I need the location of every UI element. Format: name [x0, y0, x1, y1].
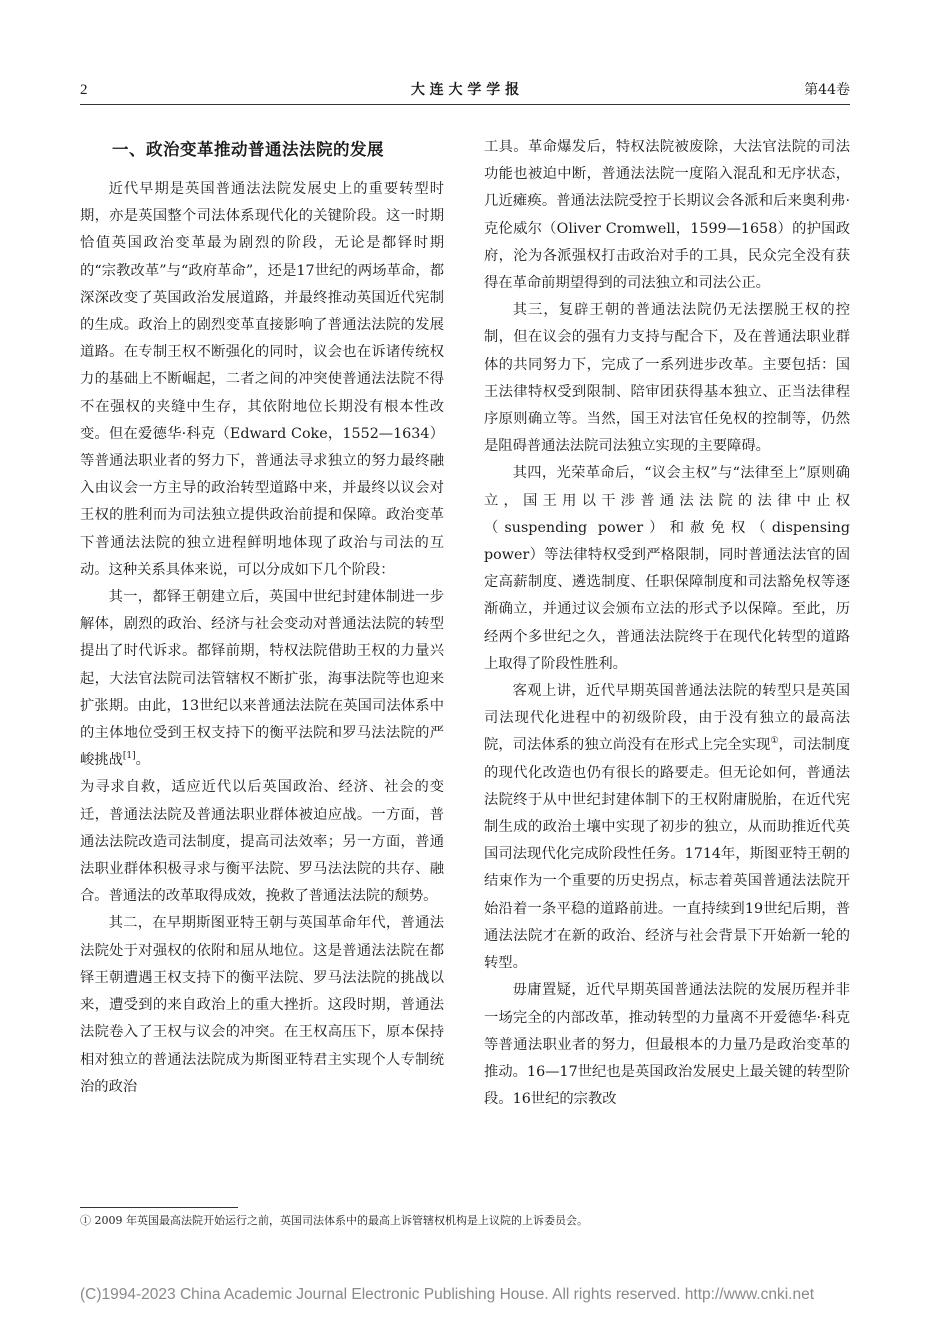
footnote-ref[interactable]: ①: [770, 736, 779, 747]
paragraph: [80, 584, 444, 774]
paragraph: [484, 678, 850, 977]
left-column: [80, 132, 444, 1101]
paragraph-text: 其一，都铎王朝建立后，英国中世纪封建体制进一步解体，剧烈的政治、经济与社会变动对普通法法院的转型提出了时代诉求。都铎前期，特权法院借助王权的力量兴起，大法官法院司法管辖权不断扩张，海事法院等也迎来扩张期。由此，13世纪以来普通法法院在英国司法体系中的主体地位受到王权支持下的衡平法院和罗马法法院的严峻挑战: [80, 589, 444, 769]
paragraph: 其四，光荣革命后，“议会主权”与“法律至上”原则确立，国王用以干涉普通法法院的法律中止权（suspending power）和赦免权（dispensing power）等法律特权受到严格限制，同时普通法法官的固定高薪制度、遴选制度、任职保障制度和司法豁免权等逐渐确立，并通过议会颁布立法的形式予以保障。至此，历经两个多世纪之久，普通法法院终于在现代化转型的道路上取得了阶段性胜利。: [484, 465, 850, 672]
paragraph: 其三，复辟王朝的普通法法院仍无法摆脱王权的控制，但在议会的强有力支持与配合下，及在普通法职业群体的共同努力下，完成了一系列进步改革。主要包括：国王法律特权受到限制、陪审团获得基本独立、正当法律程序原则确立等。当然，国王对法官任免权的控制等，仍然是阻碍普通法法院司法独立实现的主要障碍。: [484, 302, 850, 455]
paragraph: 为寻求自救，适应近代以后英国政治、经济、社会的变迁，普通法法院及普通法职业群体被迫应战。一方面，普通法法院改造司法制度，提高司法效率；另一方面，普通法职业群体积极寻求与衡平法院、罗马法法院的共存、融合。普通法的改革取得成效，挽救了普通法法院的颓势。: [80, 779, 444, 905]
paragraph-text: 。: [135, 752, 150, 769]
page-number: 2: [80, 82, 88, 98]
paragraph: 工具。革命爆发后，特权法院被废除，大法官法院的司法功能也被迫中断，普通法法院一度陷入混乱和无序状态，几近瘫痪。普通法法院受控于长期议会各派和后来奥利弗·克伦威尔（Oliver Cromwell，1599—1658）的护国政府，沦为各派强权打击政治对手的工具，民众完全没有获得在革命前期望得到的司法独立和司法公正。: [484, 139, 850, 292]
volume-label: 第44卷: [804, 82, 850, 98]
paragraph-text: 客观上讲，近代早期英国普通法法院的转型只是英国司法现代化进程中的初级阶段，由于没有独立的最高法院，司法体系的独立尚没有在形式上完全实现: [484, 683, 850, 754]
paragraph-text: ，司法制度的现代化改造也仍有很长的路要走。但无论如何，普通法法院终于从中世纪封建体制下的王权附庸脱胎，在近代宪制生成的政治土壤中实现了初步的独立，从而助推近代英国司法现代化完成阶段性任务。1714年，斯图亚特王朝的结束作为一个重要的历史拐点，标志着英国普通法法院开始沿着一条平稳的道路前进。一直持续到19世纪后期，普通法法院才在新的政治、经济与社会背景下开始新一轮的转型。: [484, 737, 851, 972]
citation-ref[interactable]: [1]: [122, 751, 136, 762]
running-header: [80, 78, 850, 102]
footnote: ① 2009 年英国最高法院开始运行之前，英国司法体系中的最高上诉管辖权机构是上议院的上诉委员会。: [80, 1214, 588, 1227]
right-column: [484, 134, 850, 1113]
paragraph: 其二，在早期斯图亚特王朝与英国革命年代，普通法法院处于对强权的依附和屈从地位。这是普通法法院在都铎王朝遭遇王权支持下的衡平法院、罗马法法院的挑战以来，遭受到的来自政治上的重大挫折。这段时期，普通法法院卷入了王权与议会的冲突。在王权高压下，原本保持相对独立的普通法法院成为斯图亚特君主实现个人专制统治的政治: [80, 915, 444, 1095]
section-title: 一、政治变革推动普通法法院的发展: [112, 140, 384, 159]
footnote-rule: [80, 1207, 238, 1208]
copyright-notice: (C)1994-2023 China Academic Journal Electronic Publishing House. All rights reserved. http://www.cnki.net: [80, 1286, 815, 1303]
journal-title: 大 连 大 学 学 报: [410, 82, 520, 98]
paragraph: 近代早期是英国普通法法院发展史上的重要转型时期，亦是英国整个司法体系现代化的关键阶段。这一时期恰值英国政治变革最为剧烈的阶段，无论是都铎时期的“宗教改革”与“政府革命”，还是17世纪的两场革命，都深深改变了英国政治发展道路，并最终推动英国近代宪制的生成。政治上的剧烈变革直接影响了普通法法院的发展道路。在专制王权不断强化的同时，议会也在诉诸传统权力的基础上不断崛起，二者之间的冲突使普通法法院不得不在强权的夹缝中生存，其依附地位长期没有根本性改变。但在爱德华·科克（Edward Coke，1552—1634）等普通法职业者的努力下，普通法寻求独立的努力最终融入由议会一方主导的政治转型道路中来，并最终以议会对王权的胜利而为司法独立提供政治前提和保障。政治变革下普通法法院的独立进程鲜明地体现了政治与司法的互动。这种关系具体来说，可以分成如下几个阶段：: [80, 181, 444, 578]
header-rule: [80, 104, 850, 105]
paragraph: 毋庸置疑，近代早期英国普通法法院的发展历程并非一场完全的内部改革，推动转型的力量离不开爱德华·科克等普通法职业者的努力，但最根本的力量乃是政治变革的推动。16—17世纪也是英国政治发展史上最关键的转型阶段。16世纪的宗教改: [484, 982, 850, 1108]
